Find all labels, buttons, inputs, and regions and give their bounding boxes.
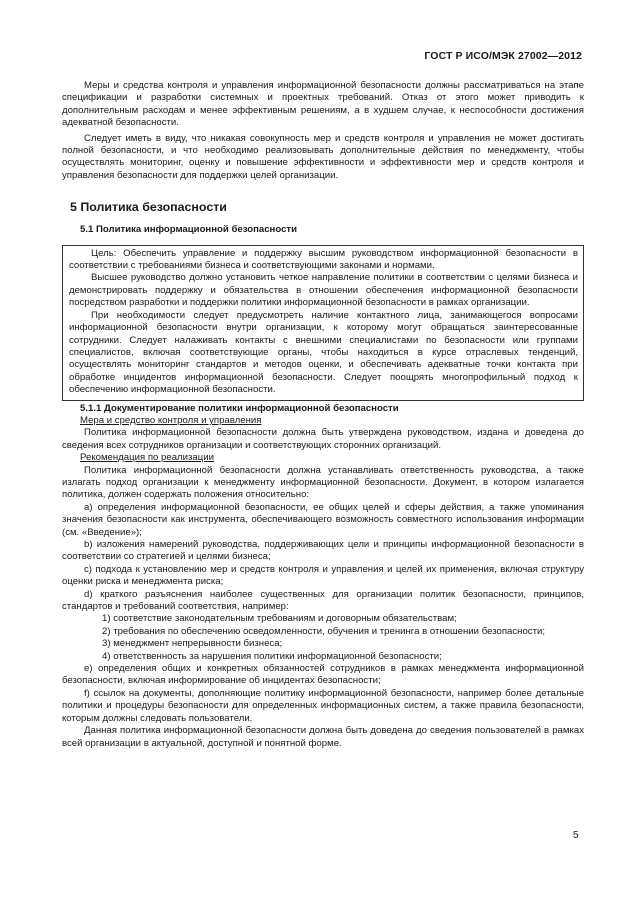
list-item-c: c) подхода к установлению мер и средств контроля и управления и целей их применения, включая структуру оценки риска и менеджмента риска; [62,563,584,588]
intro-paragraph-1: Меры и средства контроля и управления информационной безопасности должны рассматриваться на этапе спецификации и разработки системных и проектных требований. Отказ от этого может приводить к дополнительным расходам и менее эффективным решениям, а в худшем случае, к неспособности достижения адекватной безопасности. [62,80,584,129]
list-item-b: b) изложения намерений руководства, поддерживающих цели и принципы информационной безопасности в соответствии со стратегией и целями бизнеса; [62,539,584,563]
box-paragraph-3: При необходимости следует предусмотреть наличие контактного лица, занимающегося вопросами информационной безопасности внутри организации, к которому могут обращаться заинтересованные сотрудники. Следует налаживать контакты с внешними специалистами по безопасности или группами специалистов, включая соответствующие органы, чтобы находиться в курсе отраслевых тенденций, осуществлять мониторинг стандартов и методов оценки, и обеспечивать адекватные точки контакта при обработке инцидентов информационной безопасности. Следует поощрять многопрофильный подход к обеспечению информационной безопасности. [69,309,578,396]
objective-box [62,245,584,401]
list-item-d: d) краткого разъяснения наиболее существенных для организации политик безопасности, принципов, стандартов и требований соответствия, например: [62,588,584,613]
list-item-d2: 2) требования по обеспечению осведомленности, обучения и тренинга в отношении безопасности; [102,625,546,637]
closing-paragraph: Данная политика информационной безопасности должна быть доведена до сведения пользователей в рамках всей организации в актуальной, доступной и понятной форме. [62,725,584,749]
section-5-heading: 5 Политика безопасности [70,200,227,215]
list-item-d3: 3) менеджмент непрерывности бизнеса; [102,638,283,650]
box-paragraph-2: Высшее руководство должно установить четкое направление политики в соответствии с целями бизнеса и демонстрировать поддержку и обязательства в отношении обеспечения информационной безопасности посредством разработки и поддержки политики информационной безопасности в рамках организации. [69,272,578,309]
page-content [62,80,584,750]
list-item-d1: 1) соответствие законодательным требованиям и договорным обязательствам; [102,613,457,625]
guidance-label: Рекомендация по реализации [80,452,214,464]
page-number: 5 [573,830,579,841]
list-item-e: e) определения общих и конкретных обязанностей сотрудников в рамках менеджмента информационной безопасности, включая информирование об инцидентах безопасности; [62,663,584,687]
section-5-1-1-heading: 5.1.1 Документирование политики информационной безопасности [80,402,399,414]
objective-paragraph: Цель: Обеспечить управление и поддержку высшим руководством информационной безопасности в соответствии с требованиями бизнеса и соответствующими законами и нормами. [69,247,578,272]
section-5-1-heading: 5.1 Политика информационной безопасности [80,224,298,236]
control-label: Мера и средство контроля и управления [80,414,262,426]
guidance-text: Политика информационной безопасности должна устанавливать ответственность руководства, а также излагать подход организации к менеджменту информационной безопасности. Документ, в котором излагается политика, должен содержать положения относительно: [62,464,584,501]
list-item-f: f) ссылок на документы, дополняющие политику информационной безопасности, например более детальные политики и процедуры безопасности для определенных информационных систем, а также правила безопасности, которым должны следовать пользователи. [62,687,584,724]
list-item-a: a) определения информационной безопасности, ее общих целей и сферы действия, а также упоминания значения безопасности как инструмента, обеспечивающего возможность совместного использования информации (см. «Введение»); [62,501,584,538]
standard-header: ГОСТ Р ИСО/МЭК 27002—2012 [424,50,582,62]
intro-paragraph-2: Следует иметь в виду, что никакая совокупность мер и средств контроля и управления не может достигать полной безопасности, и что необходимо реализовывать дополнительные действия по менеджменту, чтобы осуществлять мониторинг, оценку и повышение эффективности и эффективности мер и средств контроля и управления безопасности для поддержки целей организации. [62,132,584,181]
list-item-d4: 4) ответственность за нарушения политики информационной безопасности; [102,650,442,662]
control-text: Политика информационной безопасности должна быть утверждена руководством, издана и доведена до сведения всех сотрудников организации и соответствующих сторонних организаций. [62,427,584,451]
